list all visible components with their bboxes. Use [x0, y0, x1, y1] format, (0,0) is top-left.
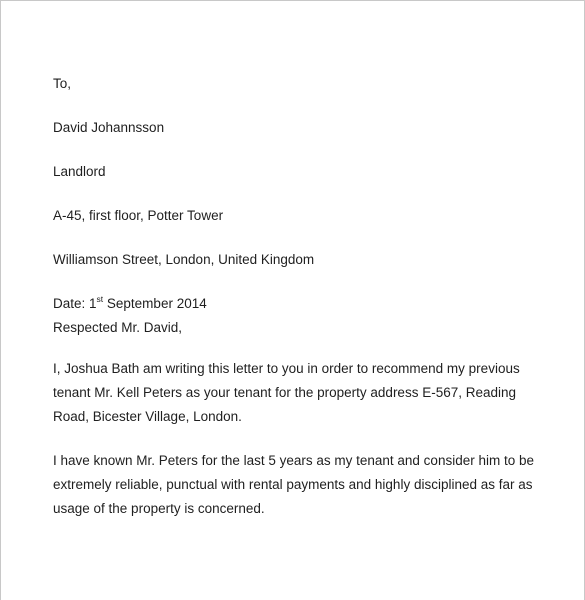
- salutation-to: To,: [53, 76, 72, 91]
- greeting: Respected Mr. David,: [53, 320, 183, 335]
- letter-body: [53, 75, 553, 521]
- recipient-title: Landlord: [53, 164, 106, 179]
- address-line-1: A-45, first floor, Potter Tower: [53, 208, 224, 223]
- date-rest: September 2014: [103, 296, 207, 311]
- date-label: Date: 1: [53, 296, 97, 311]
- recipient-name: David Johannsson: [53, 120, 165, 135]
- paragraph-recommendation: I, Joshua Bath am writing this letter to you in order to recommend my previous tenant Mr. Kell Peters as your tenant for the property address E-567, Reading Road, Bicester Village, London.: [53, 361, 520, 424]
- paragraph-tenant-history: I have known Mr. Peters for the last 5 years as my tenant and consider him to be extremely reliable, punctual with rental payments and highly disciplined as far as usage of the property is concerned.: [53, 453, 534, 516]
- date-ordinal-suffix: st: [96, 293, 104, 304]
- letter-date: [53, 295, 553, 313]
- address-line-2: Williamson Street, London, United Kingdom: [53, 252, 315, 267]
